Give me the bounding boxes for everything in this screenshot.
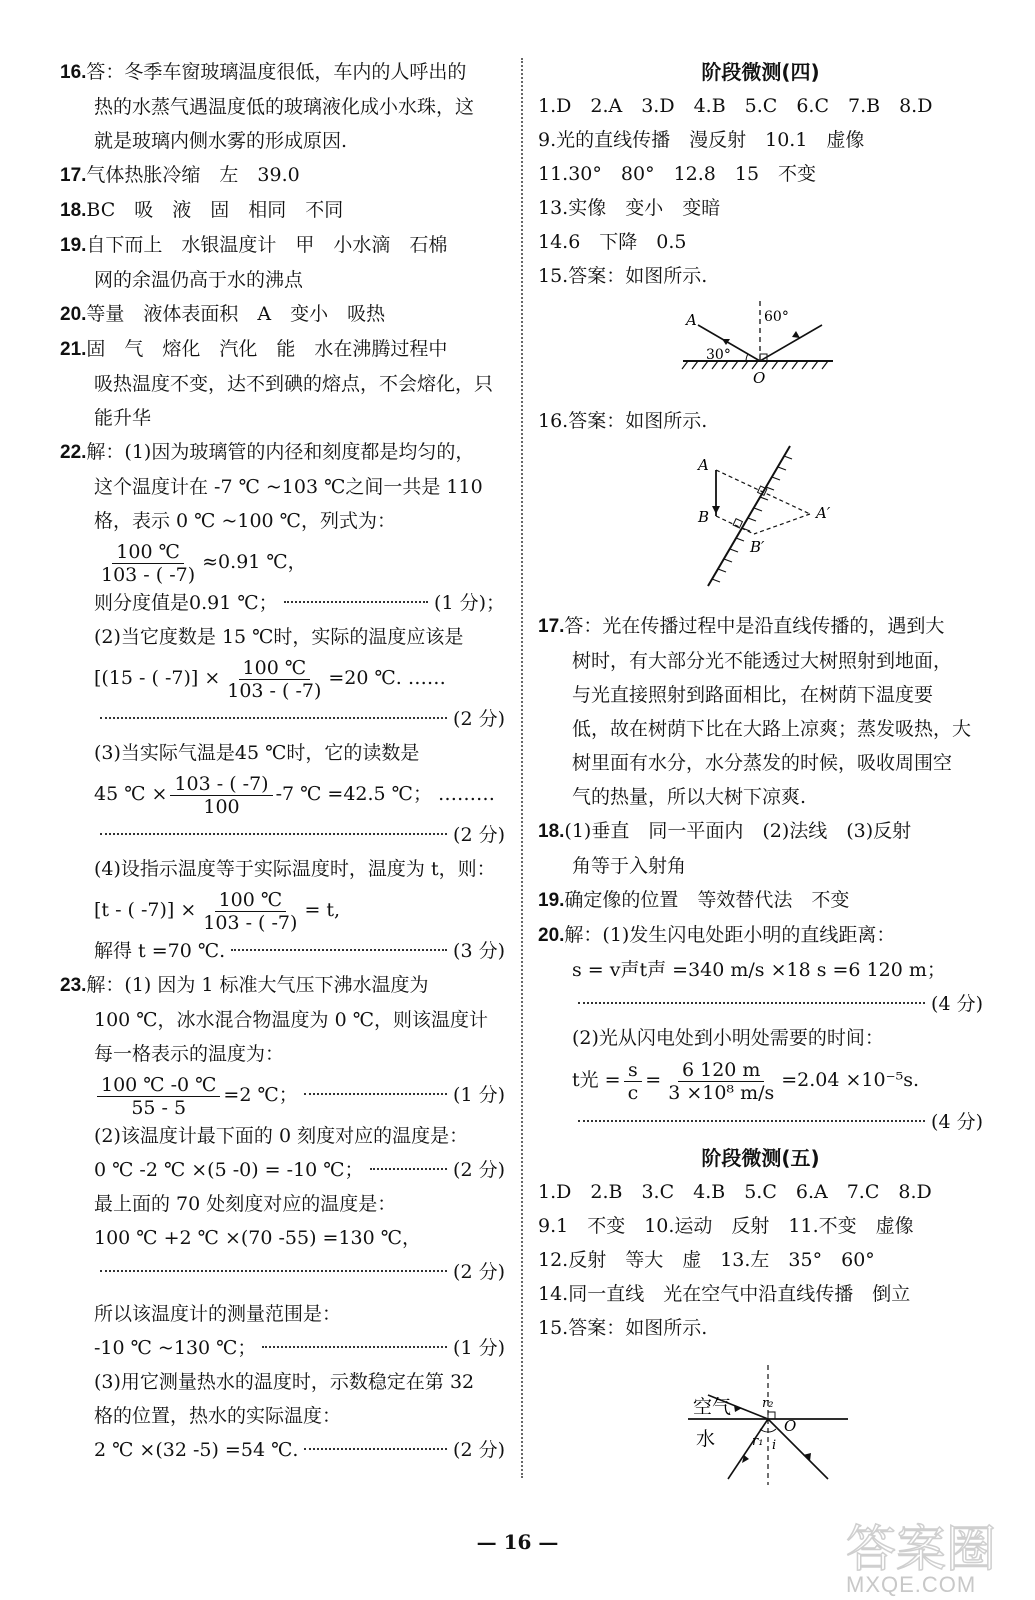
answer-row: 13.实像 变小 变暗 (538, 197, 721, 219)
question-19: 19.自下而上 水银温度计 甲 小水滴 石棉 网的余温仍高于水的沸点 (60, 234, 448, 291)
angle-r2-label: r₂ (762, 1396, 774, 1411)
score-line: 0 ℃ -2 ℃ ×(5 -0) = -10 ℃； (2 分) (94, 1159, 505, 1181)
question-19-right: 19.确定像的位置 等效替代法 不变 (538, 889, 850, 911)
answer-row: 11.30° 80° 12.8 15 不变 (538, 163, 817, 185)
section-title-5: 阶段微测(五) (701, 1146, 820, 1170)
question-20: 20.等量 液体表面积 A 变小 吸热 (60, 303, 386, 325)
answer-row: 16.答案：如图所示. (538, 410, 708, 432)
watermark-text: MXQE.COM (846, 1572, 977, 1597)
answer-row: 15.答案：如图所示. (538, 1317, 708, 1339)
question-16: 16.答：冬季车窗玻璃温度很低，车内的人呼出的 热的水蒸气遇温度低的玻璃液化成小水珠，这 就是玻璃内侧水雾的形成原因. (60, 61, 475, 152)
score-line: (2 分) (60, 1255, 505, 1289)
equation-3: 45 ℃ × $\frac{103 - ( -7)}{100}$ -7 ℃ =42.5 ℃； ……… (94, 772, 495, 818)
point-a-label: A (698, 456, 709, 474)
answer-row: 9.光的直线传播 漫反射 10.1 虚像 (538, 129, 865, 151)
score-line: 2 ℃ ×(32 -5) =54 ℃. (2 分) (94, 1439, 505, 1461)
answer-row: 9.1 不变 10.运动 反射 11.不变 虚像 (538, 1215, 914, 1237)
image-a-label: A′ (816, 504, 831, 522)
answer-row: 14.6 下降 0.5 (538, 231, 687, 253)
equation-light-time: t光 = $\frac{s}{c}$ = $\frac{6 120 m}{\text{3 ×10⁸ m/s}}$ =2.04 ×10⁻⁵s. (572, 1058, 920, 1104)
score-line: (2 分) (60, 702, 505, 736)
score-line: -10 ℃ ~130 ℃； (1 分) (94, 1337, 505, 1359)
equation-2: [(15 - ( -7)] × $\frac{100 ℃}{103 - ( -7)}$ =20 ℃. …… (94, 656, 446, 702)
answer-row: 12.反射 等大 虚 13.左 35° 60° (538, 1249, 875, 1271)
equation-1: $\frac{100 ℃}{103 - ( -7)}$ ≈0.91 ℃， (101, 540, 307, 586)
point-a-label: A (686, 311, 697, 329)
question-23: 23.解：(1) 因为 1 标准大气压下沸水温度为 100 ℃，冰水混合物温度为 0 ℃，则该温度计 每一格表示的温度为： $\frac{100 ℃ -0 ℃}{55 - 5}$ =2 ℃； (1 分) (2)该温度计最下面的 0 刻度对应的温度是： 0 ℃ -2 ℃ ×(5 -0) = -10 ℃； (2 分) 最上面的 70 处刻度对应的温度是： 100 ℃ +2 ℃ ×(70 -55) =130 ℃， (2 分) 所以该温度计的测量范围是： -10 ℃ ~130 ℃； (1 分) (3)用它测量热水的温度时，示数稳定在第 32 格的位置，热水的实际温度： 2 ℃ ×(32 -5) =54 ℃. (2 分) (60, 968, 505, 1467)
point-o-label: O (784, 1417, 797, 1435)
watermark-chars: 答案圈 (846, 1520, 996, 1578)
air-label: 空气 (693, 1396, 732, 1418)
question-22: 22.解：(1)因为玻璃管的内径和刻度都是均匀的， 这个温度计在 -7 ℃ ~103 ℃之间一共是 110 格，表示 0 ℃ ~100 ℃，列式为： $\frac{100 ℃}{103 - ( -7)}$ ≈0.91 ℃， 则分度值是0.91 ℃； (1 分)； (2)当它度数是 15 ℃时，实际的温度应该是 [(15 - ( -7)] × $\frac{100 ℃}{103 - ( -7)}$ =20 ℃. …… (2 分) (3)当实际气温是45 ℃时，它的读数是 45 ℃ × $\frac{103 - ( -7)}{100}$ -7 ℃ =42.5 ℃； ……… (2 分) (4)设指示温度等于实际温度时，温度为 t，则： [t - ( -7)] × $\frac{100 ℃}{103 - ( -7)}$ = t, 解得 t =70 ℃. (3 分) (60, 435, 505, 968)
mirror-image-diagram (538, 438, 983, 598)
equation-5: $\frac{100 ℃ -0 ℃}{55 - 5}$ =2 ℃； (1 分) (60, 1071, 505, 1119)
image-b-label: B′ (750, 538, 765, 556)
answer-row: 15.答案：如图所示. (538, 265, 708, 287)
point-b-label: B (698, 508, 710, 526)
question-18-right: 18.(1)垂直 同一平面内 (2)法线 (3)反射 角等于入射角 (538, 820, 912, 877)
answer-row: 1.D 2.B 3.C 4.B 5.C 6.A 7.C 8.D (538, 1181, 932, 1203)
right-column (538, 55, 983, 1506)
water-label: 水 (696, 1428, 716, 1450)
answer-row: 1.D 2.A 3.D 4.B 5.C 6.C 7.B 8.D (538, 95, 933, 117)
left-column (60, 55, 505, 1467)
answer-row: 14.同一直线 光在空气中沿直线传播 倒立 (538, 1283, 911, 1305)
equation-4: [t - ( -7)] × $\frac{100 ℃}{103 - ( -7)}$ = t, (94, 888, 341, 934)
score-line: (2 分) (60, 818, 505, 852)
page-number: — 16 — (476, 1530, 559, 1554)
question-18: 18.BC 吸 液 固 相同 不同 (60, 199, 344, 221)
column-divider (521, 58, 523, 1478)
question-21: 21.固 气 熔化 汽化 能 水在沸腾过程中 吸热温度不变，达不到碘的熔点，不会熔化，只 能升华 (60, 338, 494, 429)
question-17-right: 17.答：光在传播过程中是沿直线传播的，遇到大 树时，有大部分光不能透过大树照射到地面， 与光直接照射到路面相比，在树荫下温度要 低，故在树荫下比在大路上凉爽；蒸发吸热，大 树里面有水分，水分蒸发的时候，吸收周围空 气的热量，所以大树下凉爽. (538, 615, 972, 808)
angle-r1-label: r₁ (752, 1434, 764, 1449)
question-20-right: 20.解：(1)发生闪电处距小明的直线距离： s = v声t声 =340 m/s ×18 s =6 120 m； (4 分) (2)光从闪电处到小明处需要的时间： t光 = $\frac{s}{c}$ = $\frac{6 120 m}{\text{3 ×10⁸ m/s}}$ =2.04 ×10⁻⁵s. (4 分) (538, 918, 983, 1139)
reflection-diagram (538, 293, 983, 393)
score-line: 则分度值是0.91 ℃； (1 分)； (94, 592, 505, 614)
angle-label: 30° (706, 347, 731, 363)
score-line: (4 分) (538, 1105, 983, 1139)
angle-i-label: i (772, 1438, 777, 1453)
score-line: (4 分) (538, 987, 983, 1021)
point-o-label: O (753, 369, 766, 387)
score-line: 解得 t =70 ℃. (3 分) (94, 940, 505, 962)
refraction-diagram (538, 1345, 983, 1495)
angle-label: 60° (764, 309, 789, 325)
question-17: 17.气体热胀冷缩 左 39.0 (60, 164, 300, 186)
section-title-4: 阶段微测(四) (701, 60, 820, 84)
